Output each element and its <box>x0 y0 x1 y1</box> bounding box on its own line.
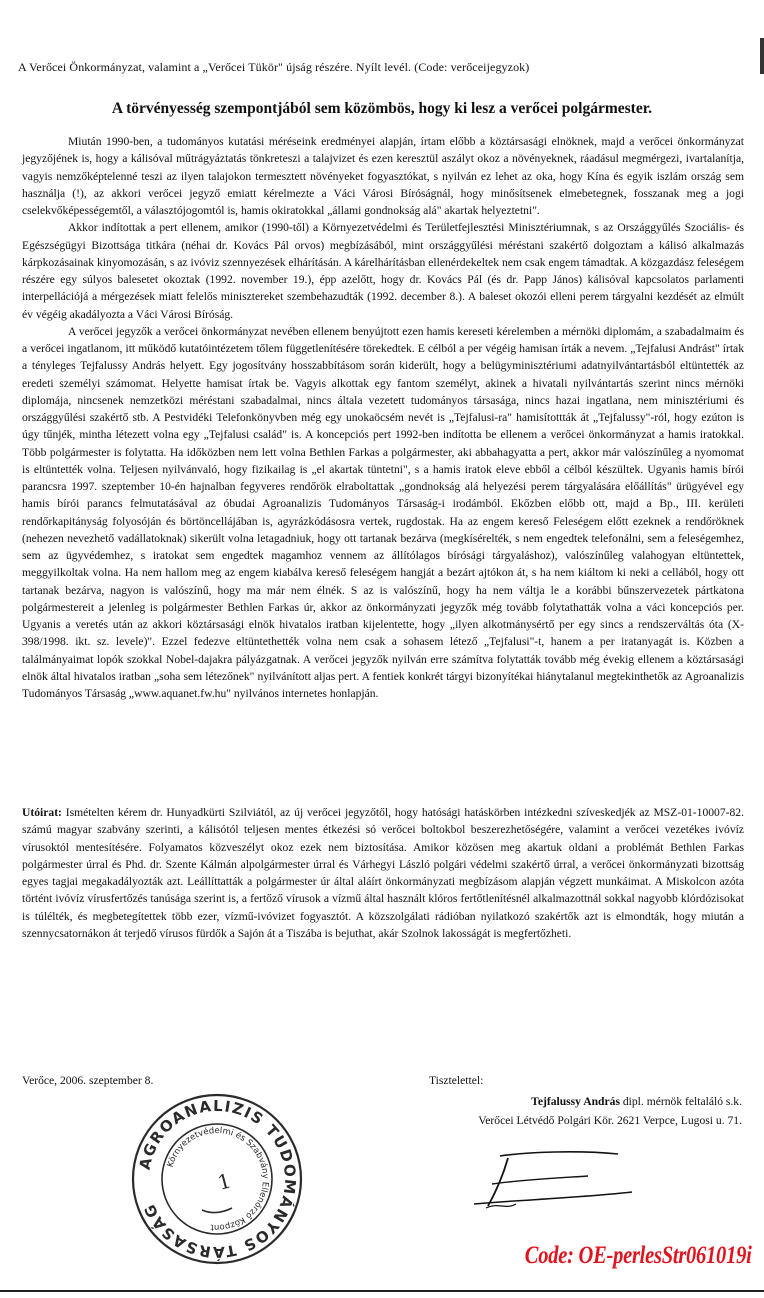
signer-name: Tejfalussy András <box>531 1095 620 1108</box>
postscript <box>22 804 744 942</box>
letter-body <box>22 133 744 702</box>
letter-date: Verőce, 2006. szeptember 8. <box>22 1074 154 1087</box>
document-title: A törvényesség szempontjából sem közömbös, hogy ki lesz a verőcei polgármester. <box>111 100 653 117</box>
paragraph: Akkor indítottak a pert ellenem, amikor (1990-től) a Környezetvédelmi és Területfejlesztési Minisztériumnak, s az Országgyűlés Szociális- és Egészségügyi Bizottsága titkára (néhai dr. Kovács Pál orvos) megbízásából, mint országgyűlési méréstani szakértő dolgoztam a kálisó alkalmazás kárpkozásainak kinyomozásán, s az ivóviz szennyezések elhárításán. A kárelhárításban ellenérdekeltek nem csak engem támadtak. A közgazdász feleségem részére egy súlyos balesetet okoztak (1992. november 19.), épp azelőtt, hogy dr. Kovács Pál (és dr. Papp János) kálisóval kapcsolatos parlamenti interpellációjá a mérgezések miatt felelős minisztereket szembehazudták (1992. december 8.). A baleset okozói elleni perem tárgyalni kezdését az elmúlt év végéig akadályozta a Váci Városi Bíróság. <box>22 221 744 321</box>
postscript-text: Ismételten kérem dr. Hunyadkürti Szilviától, az új verőcei jegyzőtől, hogy hatósági hatáskörben intézkedni szíveskedjék az MSZ-01-10007-82. számú magyar szabvány szerinti, a kálisótól teljesen mentes étkezési só verőcei boltokbol beszerezhetőségére, valamint a verőcei vezetékes ivóvíz vírusoktól mentesítésére. Folyamatos közveszélyt okoz ezek nem biztosítása. Amikor közösen meg akartuk oldani a problémát Bethlen Farkas polgármester úrral és Phd. dr. Szente Kálmán alpolgármester úrral és Várhegyi László polgári védelmi szakértő úrral, a verőcei önkormányzati bizottság egyes tagjai megakadályozták azt. Leállíttatták a polgármester úr által aláírt önkormányzati megbízásom alapján végzett munkáimat. A Miskolcon azóta történt ivóvíz vírusfertőzés tanúsága szerint is, a fertőző vírusok a vízmű által használt klóros fertőtlenítésnél alkalmazottnál sokkal nagyobb klórdózisokat is túlélték, és megbetegítettek több ezer, vízmű-ivóvizet fogyasztót. A közszolgálati rádióban nyilatkozó szakértők azt is elmondták, hogy miután a szennycsatornákon át terjedő vírusos fürdők a Sajón át a Tiszába is bejuthat, akár Szolnok lakosságát is megfertőzheti. <box>22 806 744 940</box>
paragraph: A verőcei jegyzők a verőcei önkormányzat nevében ellenem benyújtott ezen hamis kereseti kérelemben a mérnöki diplomám, a szabadalmaim és a verőcei ingatlanom, itt működő kutatóintézetem tőlem függetlenítésére törekedtek. E célból a per végéig hamisan írták a nevem. „Tejfalusi Andrást" írtak a tényleges Tejfalussy András helyett. Egy jogosítvány hosszabbításom során kiderült, hogy a belügyminisztériumi adatnyilvántartásból eltüntették az eredeti személyi számomat. Helyette hamisat írtak be. Vagyis alkottak egy fantom személyt, akinek a hivatali nyilvántartás szerint nincs mérnöki diplomája, nincsenek nemzetközi méréstani szabadalmai, nincs általa vezetett tudományos társasága, nincs hazai ingatlana, nem minisztériumi és országgyűlési szakértő stb. A Pestvidéki Telefonkönyvben még egy unokaöcsém nevét is „Tejfalusi-ra" hamisítottták át „Tejfalussy"-ról, hogy ezúton is úgy tűnjék, mintha létezett volna egy „Tejfalusi család" is. A koncepciós pert 1992-ben indította be ellenem a verőcei önkormányzat a hamis iratokkal. Több polgármester is folytatta. Ha időközben nem lett volna Bethlen Farkas a polgármester, aki abbahagyatta a pert, akkor már valószínűleg a nyomomat is eltüntették volna. Teljesen nyilvánvaló, hogy fizikailag is „el akartak tüntetni", s a hamis iratok eleve ebből a célból készültek. Ugyanis hamis bírói parancsra 1997. szeptember 10-én hajnalban fegyveres rendőrök elraboltattak „gondnokság alá helyezési perem tárgyalására előállítás" ürügyével egy hamis bírói parancs felmutatásával az óbudai Agroanalizis Tudományos Társaság-i irodámból. Ekőzben előbb ott, majd a Bp., III. kerületi rendőrkapitányság folyosóján és börtöncellájában is, agyrázkódásosra vertek, rugdostak. Ha az engem kereső Feleségem előtt ezeknek a rendőröknek (nehezen nevezhető vadállatoknak) sikerült volna letagadniuk, hogy ott tartanak bezárva (megkísérelték, s nem engedtek telefonálni, sem a feleségemhez, sem az ügyvédemhez, s iratokat sem engedtek magamhoz vennem az állítólagos bírósági tárgyaláshoz), valószínűleg valahogyan eltüntettek, meggyilkoltak volna. Ha nem hallom meg az engem kiabálva kereső feleségem hangját a bezárt ajtókon át, s ha nem kiáltom ki neki a cellából, hogy ott tartanak bezárva, nagyon is valószínű, hogy ma már nem élnék. S az is valószínű, hogy ha nem váltja le a korábbi bűnszervezetek pártkatona polgármestereit a jelenleg is polgármester Bethlen Farkas úr, akkor az önkormányzati jegyzők még tovább folytathatták volna a váci koncepciós per. Ugyanis a veretés után az akkori köztársasági elnök hivatalos iratban kijelentette, hogy „ilyen alkotmánysértő per egy sincs a rendszerváltás óta (X-398/1998. ikt. sz. levele)". Ezzel fedezve eltüntethették volna nem csak a sohasem létező „Tejfalusi"-t, hanem a per iratanyagát is. Közben a találmányaimat lopók szokkal Nobel-dajakra pályázgatnak. A verőcei jegyzők nyilván erre számítva folytatták tovább még évekig ellenem a köztársasági elnök által hivatalos iratban „soha sem létezőnek" nyilvánított aljas pert. A fentiek konkrét tárgyi bizonyítékai hiánytalanul megtekinthetők az Agroanalizis Tudományos Társaság „www.aquanet.fw.hu" nyilvános internetes honlapján. <box>22 324 744 700</box>
signer-line <box>531 1095 742 1108</box>
svg-text:Környezetvédelmi és Szabvány E: Környezetvédelmi és Szabvány Ellenőrző Központ <box>165 1125 271 1233</box>
recipient-header: A Verőcei Önkormányzat, valamint a „Verőcei Tükör" újság részére. Nyílt levél. (Code: verőceijegyzok) <box>18 60 530 74</box>
round-stamp-seal <box>128 1090 306 1268</box>
signer-organization: Verőcei Létvédő Polgári Kör. 2621 Verpce, Lugosi u. 71. <box>478 1114 742 1127</box>
svg-text:1: 1 <box>215 1168 234 1195</box>
scan-edge-mark <box>760 38 764 74</box>
postscript-label: Utóirat: <box>22 806 62 819</box>
closing-greeting: Tisztelettel: <box>429 1074 484 1087</box>
document-code-label: Code: OE-perlesStr061019i <box>525 1242 752 1269</box>
bottom-divider <box>0 1290 764 1292</box>
handwritten-signature <box>468 1148 638 1218</box>
svg-text:AGROANALIZIS TUDOMÁNYOS TÁRSAS: AGROANALIZIS TUDOMÁNYOS TÁRSASÁG <box>135 1096 300 1262</box>
paragraph: Miután 1990-ben, a tudományos kutatási méréseink eredményei alapján, írtam előbb a köztársasági elnöknek, majd a verőcei önkormányzat jegyzőjének is, hogy a kálisóval műtrágyáztatás tönkreteszi a talajvizet és ezen keresztül aszályt okoz a növényeknek, ráadásul megmérgezi, ivartalanítja, vagyis nemzőképtelenné teszi az ilyen talajokon termesztett növényeket fogyasztókat, s nyilván ez lehet az oka, hogy Kína és egyik iszlám ország sem használja (!), az akkori verőcei jegyző emiatt kérelmezte a Váci Városi Bíróságnál, hogy minősítsenek elmebetegnek, fosszanak meg a jogi cselekvőképességemtől, a választójogomtól is, hamis okiratokkal „állami gondnokság alá" akartak helyeztetni". <box>22 135 744 217</box>
signer-title: dipl. mérnök feltaláló s.k. <box>619 1095 742 1108</box>
